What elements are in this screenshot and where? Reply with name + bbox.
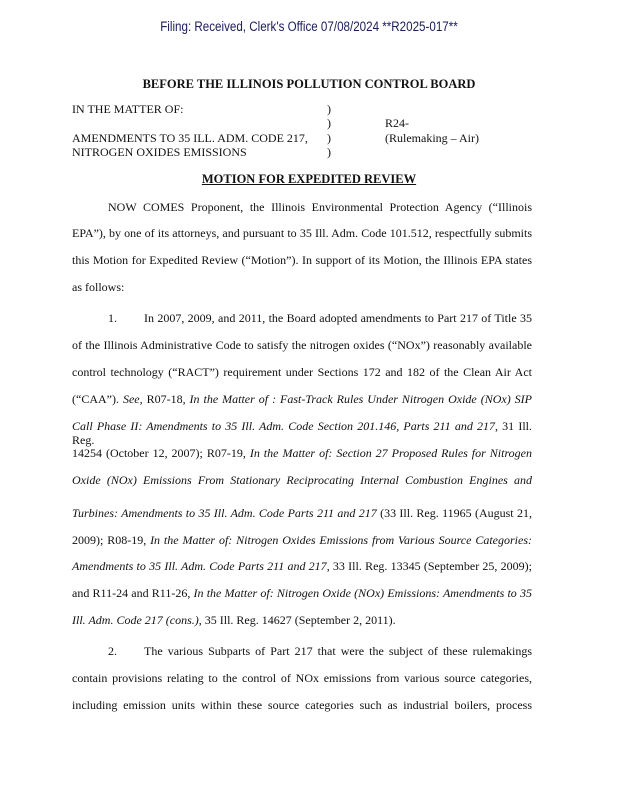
- caption-paren: ): [327, 145, 331, 159]
- body-text: R07-18,: [142, 392, 190, 406]
- body-text: , 33 Ill. Reg. 13345 (September 25, 2009);: [326, 559, 532, 573]
- body-text-line: [72, 280, 532, 294]
- citation-italic-text: Oxide (NOx) Emissions From Stationary Reciprocating Internal Combustion Engines and: [72, 473, 532, 487]
- body-text: (33 Ill. Reg. 11965 (August 21,: [376, 506, 532, 520]
- citation-italic-text: Call Phase II: Amendments to 35 Ill. Adm. Code Section 201.146, Parts 211 and 217: [72, 419, 495, 433]
- body-text-line: [72, 559, 532, 573]
- body-text-line: [72, 392, 532, 406]
- docket-number: R24-: [385, 116, 409, 130]
- citation-italic-text: Amendments to 35 Ill. Adm. Code Parts 211 and 217: [72, 559, 327, 573]
- body-text-line: [72, 226, 532, 240]
- paragraph-number: 1.: [108, 311, 117, 325]
- body-text: this Motion for Expedited Review (“Motion”). In support of its Motion, the Illinois EPA states: [72, 253, 532, 267]
- caption-left: AMENDMENTS TO 35 ILL. ADM. CODE 217,: [72, 131, 308, 145]
- body-text: , 35 Ill. Reg. 14627 (September 2, 2011).: [198, 613, 396, 627]
- paragraph-number: 2.: [108, 644, 117, 658]
- body-text-line: [72, 533, 532, 547]
- body-text: and R11-24 and R11-26,: [72, 586, 194, 600]
- body-text: contain provisions relating to the control of NOx emissions from various source categories,: [72, 671, 532, 685]
- body-text: 14254 (October 12, 2007); R07-19,: [72, 446, 250, 460]
- body-text: In 2007, 2009, and 2011, the Board adopted amendments to Part 217 of Title 35: [144, 311, 532, 325]
- body-text-line: [144, 644, 532, 658]
- body-text: , 31 Ill. Reg.: [72, 419, 532, 447]
- body-text-line: [72, 446, 532, 460]
- citation-italic-text: In the Matter of: Nitrogen Oxides Emissions from Various Source Categories:: [150, 533, 532, 547]
- citation-italic-text: In the Matter of : Fast-Track Rules Under Nitrogen Oxide (NOx) SIP: [189, 392, 533, 406]
- body-text-line: [72, 698, 532, 712]
- body-text: control technology (“RACT”) requirement under Sections 172 and 182 of the Clean Air Act: [72, 365, 532, 379]
- body-text: The various Subparts of Part 217 that were the subject of these rulemakings: [144, 644, 532, 658]
- body-text-line: [72, 506, 532, 520]
- body-text-line: [72, 613, 532, 627]
- body-text-line: [72, 586, 532, 600]
- body-text: (“CAA”).: [72, 392, 123, 406]
- caption-left: IN THE MATTER OF:: [72, 102, 184, 116]
- caption-left: NITROGEN OXIDES EMISSIONS: [72, 145, 247, 159]
- citation-italic-text: In the Matter of: Section 27 Proposed Rules for Nitrogen: [249, 446, 532, 460]
- citation-italic-text: Ill. Adm. Code 217 (cons.): [72, 613, 199, 627]
- body-text-line: [108, 200, 532, 214]
- body-text-line: [72, 473, 532, 487]
- body-text: including emission units within these source categories such as industrial boilers, process: [72, 698, 532, 712]
- caption-paren: ): [327, 116, 331, 130]
- citation-italic-text: In the Matter of: Nitrogen Oxide (NOx) Emissions: Amendments to 35: [193, 586, 532, 600]
- body-text-line: [72, 365, 532, 379]
- caption-paren: ): [327, 102, 331, 116]
- body-text: 2009); R08-19,: [72, 533, 151, 547]
- body-text-line: [72, 671, 532, 685]
- caption-paren: ): [327, 131, 331, 145]
- body-text: NOW COMES Proponent, the Illinois Environmental Protection Agency (“Illinois: [108, 200, 532, 214]
- body-text-line: [72, 419, 532, 447]
- citation-italic-text: Turbines: Amendments to 35 Ill. Adm. Code Parts 211 and 217: [72, 506, 377, 520]
- board-title: BEFORE THE ILLINOIS POLLUTION CONTROL BOARD: [142, 77, 476, 91]
- citation-italic-text: See,: [122, 392, 143, 406]
- body-text: of the Illinois Administrative Code to satisfy the nitrogen oxides (“NOx”) reasonably available: [72, 338, 532, 352]
- body-text-line: [144, 311, 532, 325]
- body-text: EPA”), by one of its attorneys, and pursuant to 35 Ill. Adm. Code 101.512, respectfully submits: [72, 226, 532, 240]
- motion-title: MOTION FOR EXPEDITED REVIEW: [201, 172, 417, 186]
- filing-stamp: Filing: Received, Clerk's Office 07/08/2024 **R2025-017**: [160, 19, 458, 34]
- body-text-line: [72, 338, 532, 352]
- rulemaking-type: (Rulemaking – Air): [385, 131, 479, 145]
- body-text: as follows:: [72, 280, 125, 294]
- body-text-line: [72, 253, 532, 267]
